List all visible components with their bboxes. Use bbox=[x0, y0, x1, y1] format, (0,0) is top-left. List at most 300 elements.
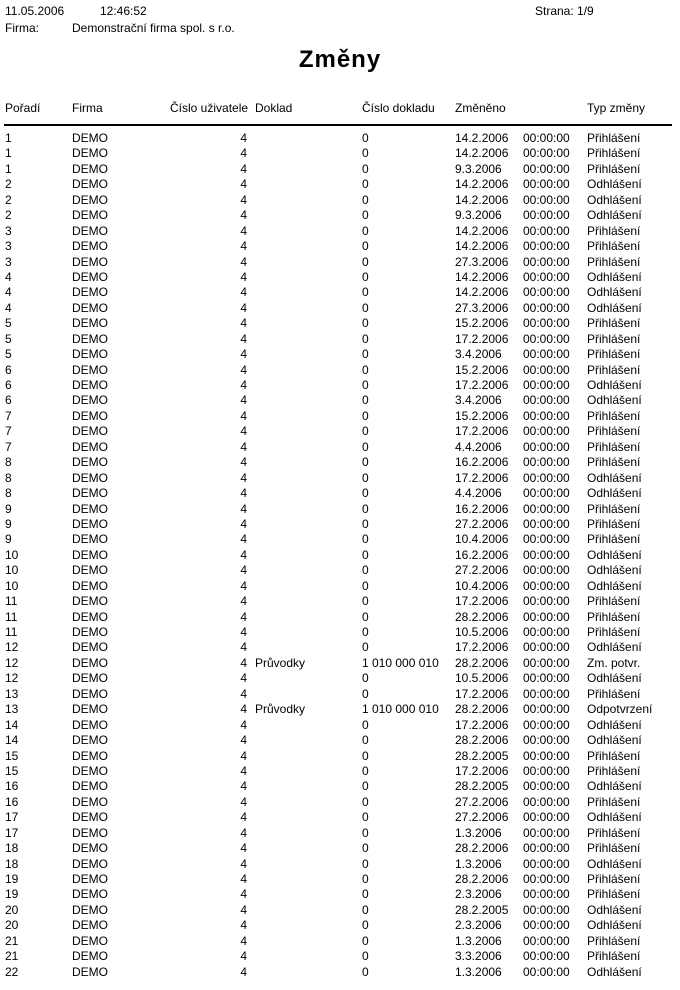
cell-firma: DEMO bbox=[72, 269, 108, 284]
cell-poradi: 11 bbox=[5, 609, 18, 624]
cell-typ-zmeny: Přihlášení bbox=[587, 239, 641, 254]
cell-cislo-uzivatele: 4 bbox=[240, 393, 247, 408]
col-header-zmeneno: Změněno bbox=[455, 101, 506, 115]
cell-zmeneno-datum: 28.2.2006 bbox=[455, 841, 509, 856]
table-row bbox=[0, 270, 680, 285]
cell-cislo-uzivatele: 4 bbox=[240, 331, 247, 346]
cell-poradi: 10 bbox=[5, 547, 19, 562]
cell-typ-zmeny: Odhlášení bbox=[587, 779, 642, 794]
cell-firma: DEMO bbox=[72, 239, 108, 254]
cell-poradi: 7 bbox=[5, 408, 12, 423]
cell-zmeneno-cas: 00:00:00 bbox=[523, 810, 570, 825]
cell-zmeneno-cas: 00:00:00 bbox=[523, 856, 570, 871]
table-row bbox=[0, 393, 680, 408]
table-row bbox=[0, 718, 680, 733]
cell-zmeneno-datum: 17.2.2006 bbox=[455, 424, 509, 439]
table-row bbox=[0, 208, 680, 223]
cell-zmeneno-cas: 00:00:00 bbox=[523, 763, 570, 778]
cell-zmeneno-datum: 16.2.2006 bbox=[455, 547, 509, 562]
cell-zmeneno-datum: 27.2.2006 bbox=[455, 810, 509, 825]
cell-firma: DEMO bbox=[72, 918, 108, 933]
cell-poradi: 20 bbox=[5, 902, 19, 917]
table-row bbox=[0, 671, 680, 686]
cell-firma: DEMO bbox=[72, 455, 108, 470]
page-number: Strana: 1/9 bbox=[535, 4, 594, 18]
cell-zmeneno-datum: 2.3.2006 bbox=[455, 918, 502, 933]
cell-zmeneno-cas: 00:00:00 bbox=[523, 486, 570, 501]
cell-typ-zmeny: Přihlášení bbox=[587, 347, 641, 362]
cell-zmeneno-datum: 17.2.2006 bbox=[455, 763, 509, 778]
cell-cislo-dokladu: 0 bbox=[362, 300, 369, 315]
cell-typ-zmeny: Odhlášení bbox=[587, 717, 642, 732]
cell-zmeneno-cas: 00:00:00 bbox=[523, 516, 570, 531]
cell-zmeneno-datum: 9.3.2006 bbox=[455, 161, 502, 176]
cell-zmeneno-cas: 00:00:00 bbox=[523, 640, 570, 655]
cell-typ-zmeny: Přihlášení bbox=[587, 316, 641, 331]
cell-typ-zmeny: Odhlášení bbox=[587, 208, 642, 223]
cell-zmeneno-cas: 00:00:00 bbox=[523, 733, 570, 748]
cell-cislo-dokladu: 0 bbox=[362, 748, 369, 763]
cell-zmeneno-datum: 14.2.2006 bbox=[455, 131, 509, 145]
col-header-cislo-uzivatele: Číslo uživatele bbox=[170, 101, 249, 115]
table-row bbox=[0, 687, 680, 702]
cell-cislo-dokladu: 0 bbox=[362, 177, 369, 192]
table-row bbox=[0, 749, 680, 764]
table-row bbox=[0, 795, 680, 810]
cell-zmeneno-cas: 00:00:00 bbox=[523, 239, 570, 254]
cell-poradi: 8 bbox=[5, 455, 12, 470]
cell-firma: DEMO bbox=[72, 640, 108, 655]
table-row bbox=[0, 440, 680, 455]
cell-cislo-dokladu: 0 bbox=[362, 378, 369, 392]
table-row bbox=[0, 563, 680, 578]
cell-typ-zmeny: Odhlášení bbox=[587, 486, 642, 501]
cell-firma: DEMO bbox=[72, 825, 108, 840]
cell-zmeneno-cas: 00:00:00 bbox=[523, 331, 570, 346]
cell-zmeneno-datum: 28.2.2005 bbox=[455, 779, 509, 794]
cell-typ-zmeny: Přihlášení bbox=[587, 887, 641, 902]
cell-zmeneno-cas: 00:00:00 bbox=[523, 578, 570, 593]
cell-cislo-dokladu: 0 bbox=[362, 887, 369, 902]
cell-zmeneno-cas: 00:00:00 bbox=[523, 918, 570, 933]
cell-poradi: 2 bbox=[5, 208, 12, 223]
cell-zmeneno-datum: 15.2.2006 bbox=[455, 316, 509, 331]
cell-cislo-uzivatele: 4 bbox=[240, 748, 247, 763]
cell-cislo-uzivatele: 4 bbox=[240, 208, 247, 223]
cell-poradi: 12 bbox=[5, 655, 19, 670]
cell-cislo-uzivatele: 4 bbox=[240, 439, 247, 454]
table-row bbox=[0, 471, 680, 486]
table-row bbox=[0, 239, 680, 254]
cell-zmeneno-datum: 3.3.2006 bbox=[455, 949, 502, 964]
cell-typ-zmeny: Odhlášení bbox=[587, 563, 642, 578]
cell-cislo-dokladu: 0 bbox=[362, 470, 369, 485]
table-row bbox=[0, 517, 680, 532]
cell-zmeneno-datum: 17.2.2006 bbox=[455, 640, 509, 655]
cell-cislo-dokladu: 0 bbox=[362, 254, 369, 269]
cell-typ-zmeny: Odhlášení bbox=[587, 300, 642, 315]
cell-zmeneno-datum: 27.2.2006 bbox=[455, 516, 509, 531]
cell-zmeneno-datum: 28.2.2006 bbox=[455, 872, 509, 886]
cell-poradi: 6 bbox=[5, 362, 12, 377]
table-row bbox=[0, 347, 680, 362]
cell-cislo-uzivatele: 4 bbox=[240, 378, 247, 392]
cell-cislo-dokladu: 0 bbox=[362, 563, 369, 578]
table-row bbox=[0, 332, 680, 347]
cell-cislo-uzivatele: 4 bbox=[240, 563, 247, 578]
cell-zmeneno-cas: 00:00:00 bbox=[523, 347, 570, 362]
col-header-typ-zmeny: Typ změny bbox=[587, 101, 646, 115]
cell-typ-zmeny: Přihlášení bbox=[587, 933, 641, 948]
cell-poradi: 7 bbox=[5, 424, 12, 439]
cell-firma: DEMO bbox=[72, 516, 108, 531]
cell-firma: DEMO bbox=[72, 316, 108, 331]
cell-zmeneno-cas: 00:00:00 bbox=[523, 625, 570, 639]
cell-poradi: 8 bbox=[5, 470, 12, 485]
cell-firma: DEMO bbox=[72, 146, 108, 161]
table-row bbox=[0, 810, 680, 825]
cell-zmeneno-cas: 00:00:00 bbox=[523, 933, 570, 948]
cell-typ-zmeny: Odhlášení bbox=[587, 177, 642, 192]
cell-poradi: 2 bbox=[5, 192, 12, 207]
cell-cislo-uzivatele: 4 bbox=[240, 717, 247, 732]
cell-cislo-uzivatele: 4 bbox=[240, 131, 247, 145]
cell-zmeneno-datum: 1.3.2006 bbox=[455, 825, 502, 840]
cell-typ-zmeny: Přihlášení bbox=[587, 439, 641, 454]
cell-poradi: 6 bbox=[5, 393, 12, 408]
cell-cislo-uzivatele: 4 bbox=[240, 964, 247, 979]
cell-poradi: 16 bbox=[5, 794, 19, 809]
page-title: Změny bbox=[298, 46, 382, 73]
cell-firma: DEMO bbox=[72, 208, 108, 223]
cell-typ-zmeny: Přihlášení bbox=[587, 362, 641, 377]
cell-cislo-dokladu: 0 bbox=[362, 131, 369, 145]
cell-typ-zmeny: Odhlášení bbox=[587, 856, 642, 871]
cell-cislo-uzivatele: 4 bbox=[240, 578, 247, 593]
cell-firma: DEMO bbox=[72, 161, 108, 176]
cell-cislo-uzivatele: 4 bbox=[240, 640, 247, 655]
cell-cislo-dokladu: 0 bbox=[362, 594, 369, 609]
table-row bbox=[0, 903, 680, 918]
cell-typ-zmeny: Odhlášení bbox=[587, 810, 642, 825]
cell-cislo-uzivatele: 4 bbox=[240, 763, 247, 778]
firm-label: Firma: bbox=[5, 21, 39, 35]
cell-firma: DEMO bbox=[72, 887, 108, 902]
cell-poradi: 3 bbox=[5, 239, 12, 254]
cell-cislo-uzivatele: 4 bbox=[240, 316, 247, 331]
cell-firma: DEMO bbox=[72, 686, 108, 701]
cell-cislo-dokladu: 0 bbox=[362, 331, 369, 346]
cell-typ-zmeny: Přihlášení bbox=[587, 501, 641, 516]
cell-cislo-dokladu: 0 bbox=[362, 810, 369, 825]
col-header-poradi: Pořadí bbox=[5, 101, 41, 115]
cell-zmeneno-datum: 17.2.2006 bbox=[455, 470, 509, 485]
table-row bbox=[0, 131, 680, 146]
cell-poradi: 15 bbox=[5, 763, 19, 778]
cell-firma: DEMO bbox=[72, 625, 108, 639]
cell-zmeneno-cas: 00:00:00 bbox=[523, 146, 570, 161]
table-row bbox=[0, 934, 680, 949]
cell-firma: DEMO bbox=[72, 424, 108, 439]
cell-poradi: 21 bbox=[5, 949, 19, 964]
cell-poradi: 13 bbox=[5, 686, 19, 701]
cell-zmeneno-cas: 00:00:00 bbox=[523, 501, 570, 516]
cell-zmeneno-datum: 16.2.2006 bbox=[455, 501, 509, 516]
cell-zmeneno-datum: 3.4.2006 bbox=[455, 347, 502, 362]
cell-firma: DEMO bbox=[72, 578, 108, 593]
cell-zmeneno-cas: 00:00:00 bbox=[523, 671, 570, 686]
cell-typ-zmeny: Přihlášení bbox=[587, 748, 641, 763]
cell-firma: DEMO bbox=[72, 285, 108, 300]
cell-poradi: 18 bbox=[5, 856, 19, 871]
cell-cislo-dokladu: 0 bbox=[362, 161, 369, 176]
cell-firma: DEMO bbox=[72, 300, 108, 315]
cell-cislo-uzivatele: 4 bbox=[240, 887, 247, 902]
cell-typ-zmeny: Přihlášení bbox=[587, 424, 641, 439]
cell-cislo-dokladu: 0 bbox=[362, 717, 369, 732]
cell-typ-zmeny: Odhlášení bbox=[587, 964, 642, 979]
cell-poradi: 3 bbox=[5, 254, 12, 269]
table-row bbox=[0, 255, 680, 270]
cell-poradi: 2 bbox=[5, 177, 12, 192]
cell-zmeneno-datum: 10.4.2006 bbox=[455, 578, 509, 593]
cell-typ-zmeny: Odhlášení bbox=[587, 733, 642, 748]
cell-poradi: 14 bbox=[5, 733, 19, 748]
cell-cislo-uzivatele: 4 bbox=[240, 239, 247, 254]
cell-typ-zmeny: Odhlášení bbox=[587, 918, 642, 933]
cell-cislo-uzivatele: 4 bbox=[240, 455, 247, 470]
cell-zmeneno-cas: 00:00:00 bbox=[523, 748, 570, 763]
table-row bbox=[0, 918, 680, 933]
cell-zmeneno-datum: 14.2.2006 bbox=[455, 223, 509, 238]
cell-typ-zmeny: Přihlášení bbox=[587, 532, 641, 547]
cell-cislo-dokladu: 0 bbox=[362, 671, 369, 686]
cell-poradi: 10 bbox=[5, 563, 19, 578]
cell-zmeneno-datum: 28.2.2006 bbox=[455, 609, 509, 624]
table-row bbox=[0, 857, 680, 872]
cell-cislo-uzivatele: 4 bbox=[240, 146, 247, 161]
firm-name: Demonstrační firma spol. s r.o. bbox=[72, 21, 235, 35]
cell-firma: DEMO bbox=[72, 949, 108, 964]
cell-poradi: 17 bbox=[5, 810, 19, 825]
table-row bbox=[0, 656, 680, 671]
cell-typ-zmeny: Odhlášení bbox=[587, 640, 642, 655]
cell-zmeneno-cas: 00:00:00 bbox=[523, 964, 570, 979]
cell-typ-zmeny: Odhlášení bbox=[587, 547, 642, 562]
cell-firma: DEMO bbox=[72, 748, 108, 763]
cell-zmeneno-datum: 10.5.2006 bbox=[455, 625, 509, 639]
cell-poradi: 21 bbox=[5, 933, 19, 948]
cell-zmeneno-datum: 4.4.2006 bbox=[455, 486, 502, 501]
cell-typ-zmeny: Odhlášení bbox=[587, 285, 642, 300]
cell-cislo-dokladu: 0 bbox=[362, 918, 369, 933]
cell-cislo-dokladu: 0 bbox=[362, 192, 369, 207]
cell-cislo-uzivatele: 4 bbox=[240, 424, 247, 439]
cell-cislo-dokladu: 0 bbox=[362, 763, 369, 778]
cell-cislo-uzivatele: 4 bbox=[240, 810, 247, 825]
cell-typ-zmeny: Přihlášení bbox=[587, 594, 641, 609]
cell-zmeneno-cas: 00:00:00 bbox=[523, 223, 570, 238]
cell-poradi: 4 bbox=[5, 285, 12, 300]
cell-cislo-uzivatele: 4 bbox=[240, 285, 247, 300]
cell-poradi: 22 bbox=[5, 964, 19, 979]
cell-poradi: 11 bbox=[5, 594, 18, 609]
cell-cislo-uzivatele: 4 bbox=[240, 902, 247, 917]
cell-firma: DEMO bbox=[72, 856, 108, 871]
cell-zmeneno-datum: 17.2.2006 bbox=[455, 717, 509, 732]
cell-cislo-uzivatele: 4 bbox=[240, 686, 247, 701]
table-row bbox=[0, 162, 680, 177]
cell-zmeneno-cas: 00:00:00 bbox=[523, 702, 570, 717]
cell-cislo-dokladu: 0 bbox=[362, 455, 369, 470]
table-row bbox=[0, 378, 680, 393]
cell-cislo-uzivatele: 4 bbox=[240, 300, 247, 315]
table-row bbox=[0, 702, 680, 717]
cell-poradi: 9 bbox=[5, 532, 12, 547]
cell-typ-zmeny: Přihlášení bbox=[587, 872, 641, 886]
cell-cislo-dokladu: 0 bbox=[362, 547, 369, 562]
cell-zmeneno-datum: 14.2.2006 bbox=[455, 285, 509, 300]
cell-zmeneno-datum: 27.2.2006 bbox=[455, 794, 509, 809]
cell-typ-zmeny: Přihlášení bbox=[587, 223, 641, 238]
cell-zmeneno-datum: 28.2.2005 bbox=[455, 748, 509, 763]
cell-cislo-uzivatele: 4 bbox=[240, 347, 247, 362]
table-body bbox=[0, 131, 680, 980]
report-date: 11.05.2006 bbox=[5, 4, 65, 18]
cell-zmeneno-datum: 10.4.2006 bbox=[455, 532, 509, 547]
cell-cislo-uzivatele: 4 bbox=[240, 547, 247, 562]
cell-zmeneno-cas: 00:00:00 bbox=[523, 887, 570, 902]
cell-cislo-dokladu: 1 010 000 010 bbox=[362, 702, 439, 717]
cell-cislo-dokladu: 0 bbox=[362, 933, 369, 948]
cell-firma: DEMO bbox=[72, 717, 108, 732]
table-row bbox=[0, 949, 680, 964]
cell-cislo-dokladu: 0 bbox=[362, 285, 369, 300]
cell-firma: DEMO bbox=[72, 594, 108, 609]
cell-cislo-dokladu: 0 bbox=[362, 347, 369, 362]
cell-cislo-dokladu: 0 bbox=[362, 949, 369, 964]
table-row bbox=[0, 301, 680, 316]
table-row bbox=[0, 409, 680, 424]
cell-firma: DEMO bbox=[72, 177, 108, 192]
cell-zmeneno-datum: 16.2.2006 bbox=[455, 455, 509, 470]
cell-firma: DEMO bbox=[72, 362, 108, 377]
cell-poradi: 13 bbox=[5, 702, 19, 717]
cell-firma: DEMO bbox=[72, 331, 108, 346]
cell-cislo-uzivatele: 4 bbox=[240, 949, 247, 964]
cell-cislo-uzivatele: 4 bbox=[240, 856, 247, 871]
cell-cislo-uzivatele: 4 bbox=[240, 254, 247, 269]
cell-firma: DEMO bbox=[72, 223, 108, 238]
table-row bbox=[0, 424, 680, 439]
table-row bbox=[0, 579, 680, 594]
cell-zmeneno-cas: 00:00:00 bbox=[523, 594, 570, 609]
cell-firma: DEMO bbox=[72, 609, 108, 624]
cell-poradi: 1 bbox=[5, 146, 12, 161]
table-row bbox=[0, 640, 680, 655]
cell-typ-zmeny: Odhlášení bbox=[587, 192, 642, 207]
cell-poradi: 4 bbox=[5, 300, 12, 315]
cell-zmeneno-datum: 17.2.2006 bbox=[455, 686, 509, 701]
table-row bbox=[0, 455, 680, 470]
cell-cislo-uzivatele: 4 bbox=[240, 733, 247, 748]
table-row bbox=[0, 486, 680, 501]
cell-firma: DEMO bbox=[72, 254, 108, 269]
cell-cislo-uzivatele: 4 bbox=[240, 918, 247, 933]
cell-firma: DEMO bbox=[72, 733, 108, 748]
cell-cislo-uzivatele: 4 bbox=[240, 470, 247, 485]
cell-zmeneno-datum: 28.2.2006 bbox=[455, 702, 509, 717]
cell-zmeneno-datum: 14.2.2006 bbox=[455, 177, 509, 192]
cell-cislo-dokladu: 0 bbox=[362, 516, 369, 531]
cell-zmeneno-cas: 00:00:00 bbox=[523, 316, 570, 331]
table-row bbox=[0, 594, 680, 609]
cell-poradi: 7 bbox=[5, 439, 12, 454]
cell-cislo-dokladu: 0 bbox=[362, 779, 369, 794]
cell-zmeneno-cas: 00:00:00 bbox=[523, 825, 570, 840]
cell-cislo-dokladu: 0 bbox=[362, 578, 369, 593]
cell-cislo-dokladu: 0 bbox=[362, 609, 369, 624]
cell-poradi: 20 bbox=[5, 918, 19, 933]
cell-zmeneno-datum: 28.2.2006 bbox=[455, 655, 509, 670]
cell-zmeneno-cas: 00:00:00 bbox=[523, 408, 570, 423]
table-row bbox=[0, 625, 680, 640]
cell-zmeneno-cas: 00:00:00 bbox=[523, 424, 570, 439]
cell-cislo-uzivatele: 4 bbox=[240, 177, 247, 192]
cell-zmeneno-cas: 00:00:00 bbox=[523, 686, 570, 701]
cell-cislo-dokladu: 0 bbox=[362, 733, 369, 748]
cell-zmeneno-datum: 15.2.2006 bbox=[455, 408, 509, 423]
cell-zmeneno-datum: 17.2.2006 bbox=[455, 331, 509, 346]
cell-cislo-uzivatele: 4 bbox=[240, 779, 247, 794]
header-rule bbox=[4, 124, 672, 126]
cell-poradi: 16 bbox=[5, 779, 19, 794]
cell-cislo-dokladu: 0 bbox=[362, 316, 369, 331]
cell-zmeneno-datum: 17.2.2006 bbox=[455, 594, 509, 609]
cell-cislo-dokladu: 0 bbox=[362, 486, 369, 501]
cell-cislo-dokladu: 0 bbox=[362, 362, 369, 377]
cell-firma: DEMO bbox=[72, 964, 108, 979]
cell-cislo-uzivatele: 4 bbox=[240, 933, 247, 948]
cell-poradi: 12 bbox=[5, 671, 19, 686]
cell-firma: DEMO bbox=[72, 872, 108, 886]
cell-zmeneno-cas: 00:00:00 bbox=[523, 208, 570, 223]
cell-poradi: 3 bbox=[5, 223, 12, 238]
cell-typ-zmeny: Odpotvrzení bbox=[587, 702, 653, 717]
cell-firma: DEMO bbox=[72, 347, 108, 362]
cell-typ-zmeny: Přihlášení bbox=[587, 949, 641, 964]
cell-firma: DEMO bbox=[72, 393, 108, 408]
col-header-cislo-dokladu: Číslo dokladu bbox=[362, 101, 435, 115]
cell-poradi: 17 bbox=[5, 825, 19, 840]
cell-firma: DEMO bbox=[72, 439, 108, 454]
cell-zmeneno-datum: 27.3.2006 bbox=[455, 254, 509, 269]
cell-firma: DEMO bbox=[72, 702, 108, 717]
cell-doklad: Průvodky bbox=[255, 702, 306, 717]
cell-typ-zmeny: Přihlášení bbox=[587, 254, 641, 269]
col-header-doklad: Doklad bbox=[255, 101, 293, 115]
cell-zmeneno-cas: 00:00:00 bbox=[523, 177, 570, 192]
cell-firma: DEMO bbox=[72, 192, 108, 207]
cell-poradi: 5 bbox=[5, 331, 12, 346]
cell-zmeneno-cas: 00:00:00 bbox=[523, 285, 570, 300]
cell-zmeneno-cas: 00:00:00 bbox=[523, 655, 570, 670]
cell-firma: DEMO bbox=[72, 763, 108, 778]
cell-zmeneno-cas: 00:00:00 bbox=[523, 949, 570, 964]
table-row bbox=[0, 965, 680, 980]
table-row bbox=[0, 285, 680, 300]
cell-typ-zmeny: Přihlášení bbox=[587, 841, 641, 856]
